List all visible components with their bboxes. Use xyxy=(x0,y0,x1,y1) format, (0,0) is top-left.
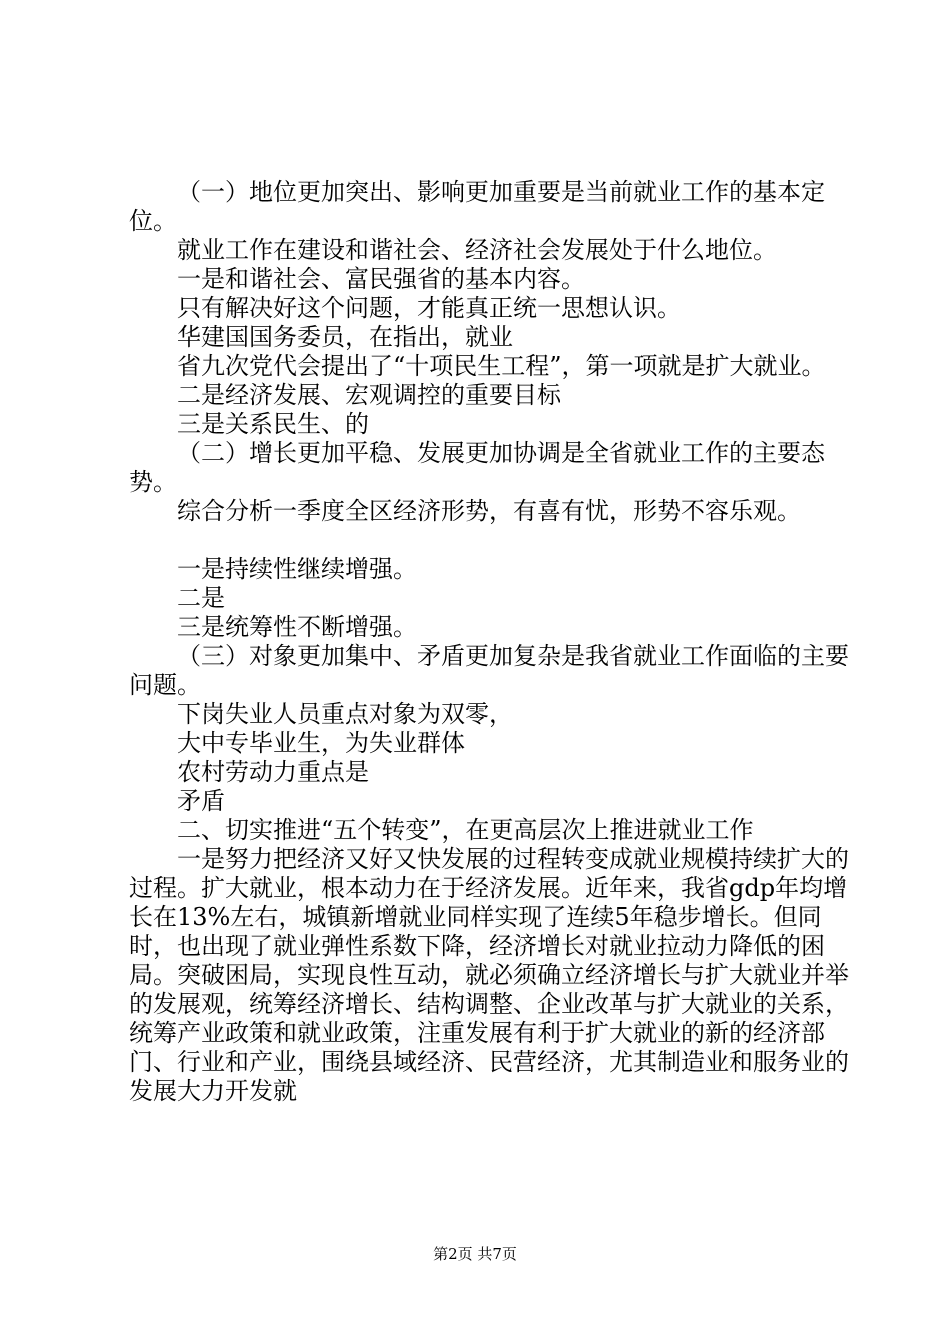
paragraph-12: 二是 xyxy=(177,584,225,612)
paragraph-20: 一是努力把经济又好又快发展的过程转变成就业规模持续扩大的过程。扩大就业，根本动力在于经济发展。近年来，我省gdp年均增长在13%左右，城镇新增就业同样实现了连续5年稳步增长。但同时，也出现了就业弹性系数下降，经济增长对就业拉动力降低的困局。突破困局，实现良性互动，就必须确立经济增长与扩大就业并举的发展观，统筹经济增长、结构调整、企业改革与扩大就业的关系，统筹产业政策和就业政策，注重发展有利于扩大就业的新的经济部门、行业和产业，围绕县域经济、民营经济，尤其制造业和服务业的发展大力开发就 xyxy=(129,845,849,1105)
paragraph-16: 大中专毕业生，为失业群体 xyxy=(177,729,465,757)
paragraph-1: （一）地位更加突出、影响更加重要是当前就业工作的基本定位。 xyxy=(129,178,825,235)
paragraph-6: 省九次党代会提出了“十项民生工程”，第一项就是扩大就业。 xyxy=(177,352,826,380)
document-body xyxy=(129,178,849,1106)
paragraph-7: 二是经济发展、宏观调控的重要目标 xyxy=(177,381,561,409)
paragraph-15: 下岗失业人员重点对象为双零， xyxy=(177,700,513,728)
paragraph-5: 华建国国务委员，在指出，就业 xyxy=(177,323,513,351)
paragraph-17: 农村劳动力重点是 xyxy=(177,758,369,786)
paragraph-3: 一是和谐社会、富民强省的基本内容。 xyxy=(177,265,585,293)
paragraph-11: 一是持续性继续增强。 xyxy=(177,555,417,583)
paragraph-18: 矛盾 xyxy=(177,787,225,815)
paragraph-13: 三是统筹性不断增强。 xyxy=(177,613,417,641)
paragraph-8: 三是关系民生、的 xyxy=(177,410,369,438)
page-footer: 第2页 共7页 xyxy=(433,1245,517,1263)
paragraph-4: 只有解决好这个问题，才能真正统一思想认识。 xyxy=(177,294,681,322)
paragraph-2: 就业工作在建设和谐社会、经济社会发展处于什么地位。 xyxy=(177,236,777,264)
paragraph-14: （三）对象更加集中、矛盾更加复杂是我省就业工作面临的主要问题。 xyxy=(129,642,849,699)
paragraph-10: 综合分析一季度全区经济形势，有喜有忧，形势不容乐观。 xyxy=(177,497,801,525)
paragraph-19: 二、切实推进“五个转变”，在更高层次上推进就业工作 xyxy=(177,816,754,844)
paragraph-9: （二）增长更加平稳、发展更加协调是全省就业工作的主要态势。 xyxy=(129,439,825,496)
blank-line xyxy=(129,526,849,555)
